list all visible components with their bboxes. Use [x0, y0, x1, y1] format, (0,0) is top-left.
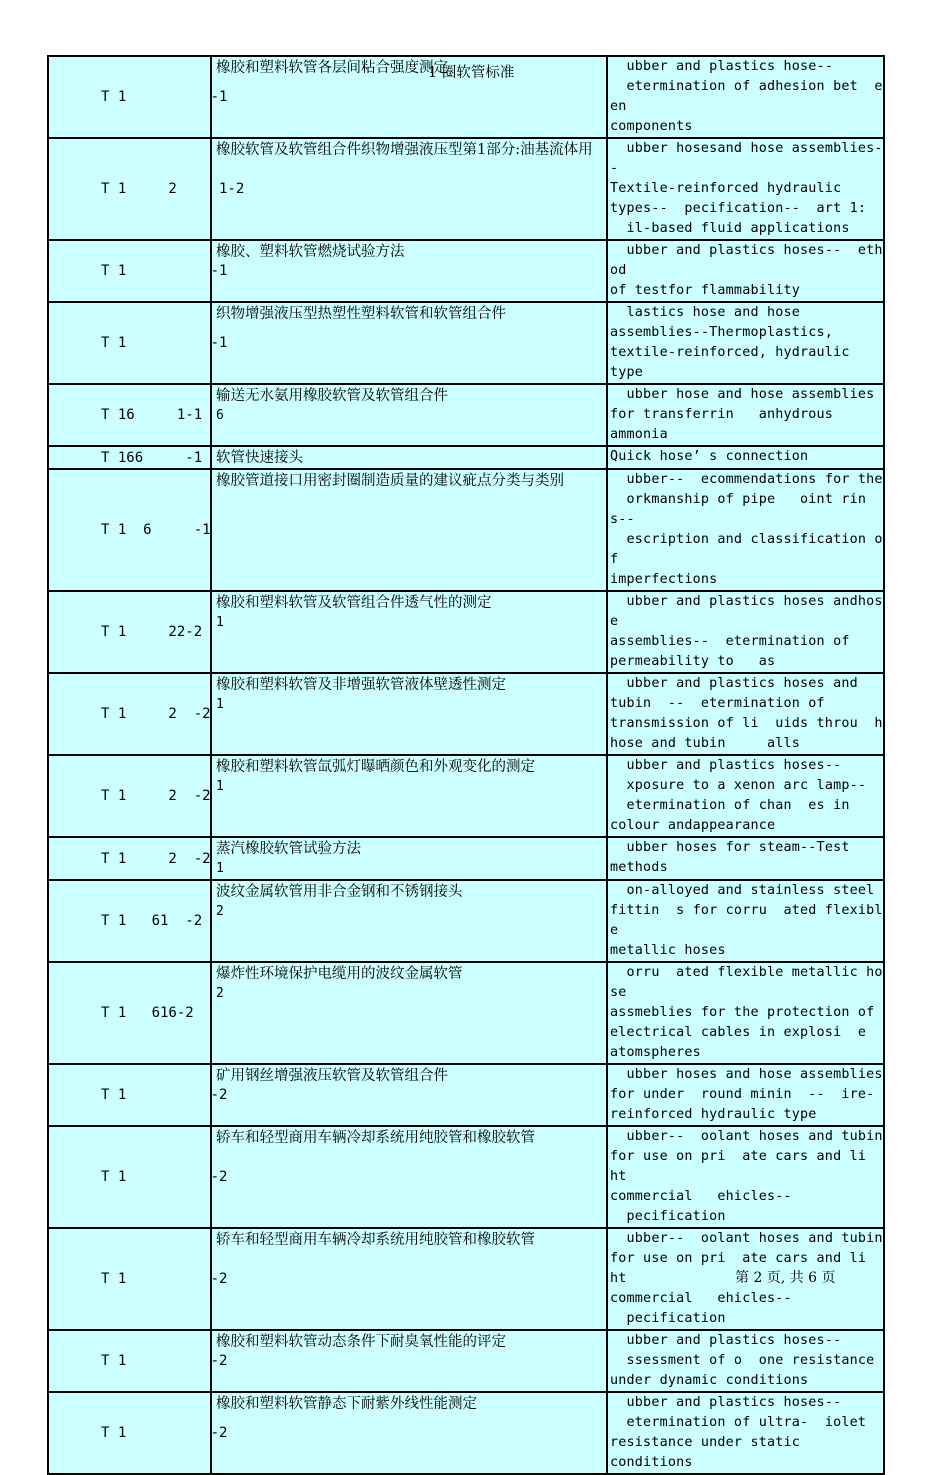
overlay-text: 1 圈软管标准 [428, 65, 515, 81]
standard-code-cell [48, 673, 211, 755]
chinese-title-cell [211, 446, 607, 469]
standards-table-body [48, 56, 884, 1474]
english-title: ubber and plastics hoses andhose assemblies-- etermination of permeability to as [607, 591, 884, 673]
standard-code-cell [48, 302, 228, 384]
standard-code: T 1 2 1-2 [101, 181, 245, 197]
table-row [48, 302, 884, 384]
english-title: on-alloyed and stainless steel fittin s for corru ated flexible metallic hoses [607, 880, 884, 962]
standard-code-cell [48, 240, 228, 302]
chinese-title-cell [211, 1330, 607, 1392]
standard-code: T 1 -1 [101, 263, 228, 279]
title-number: 1 [216, 615, 224, 630]
chinese-title: 橡胶和塑料软管静态下耐紫外线性能测定 [216, 1396, 477, 1412]
standard-code-cell [48, 962, 211, 1064]
chinese-title-cell [211, 1392, 607, 1474]
chinese-title: 橡胶和塑料软管氙弧灯曝晒颜色和外观变化的测定 [216, 759, 535, 775]
standard-code: T 1 22-2 [101, 624, 203, 640]
standard-code: T 1 -1 [101, 335, 228, 351]
standard-code: T 1 -2 [101, 1425, 228, 1441]
chinese-title: 轿车和轻型商用车辆冷却系统用纯胶管和橡胶软管 [216, 1130, 535, 1146]
chinese-title: 橡胶软管及软管组合件织物增强液压型第1部分:油基流体用 [216, 142, 593, 158]
chinese-title: 软管快速接头 [216, 450, 303, 466]
chinese-title: 橡胶和塑料软管及非增强软管液体壁透性测定 [216, 677, 506, 693]
chinese-title: 织物增强液压型热塑性塑料软管和软管组合件 [216, 306, 506, 322]
table-row [48, 138, 884, 240]
english-title: ubber hosesand hose assemblies-- Textile-reinforced hydraulic types-- pecification-- art 1: il-based fluid applications [607, 138, 884, 240]
standard-code-cell [48, 591, 211, 673]
english-title: ubber hoses for steam--Test methods [607, 837, 884, 880]
english-title: orru ated flexible metallic hose assmeblies for the protection of electrical cables in explosi e atomspheres [607, 962, 884, 1064]
standard-code: T 1 -2 [101, 1353, 228, 1369]
table-row [48, 1064, 884, 1126]
standard-code: T 1 2 -2 [101, 706, 211, 722]
title-number: 2 [216, 986, 224, 1001]
standard-code-cell [48, 1392, 228, 1474]
chinese-title-cell [211, 1228, 607, 1330]
table-row [48, 1392, 884, 1474]
chinese-title-cell [211, 673, 607, 755]
standard-code-cell [48, 56, 228, 138]
chinese-title-cell [211, 240, 607, 302]
table-row [48, 240, 884, 302]
chinese-title-cell [211, 1126, 607, 1228]
standard-code: T 1 2 -2 [101, 788, 211, 804]
standard-code-cell [48, 446, 211, 469]
chinese-title: 矿用钢丝增强液压软管及软管组合件 [216, 1068, 448, 1084]
standard-code: T 1 6 -1 [101, 522, 211, 538]
chinese-title-cell [211, 1064, 607, 1126]
english-title: ubber and plastics hoses-- ssessment of o one resistance under dynamic conditions [607, 1330, 884, 1392]
table-row [48, 469, 884, 591]
chinese-title-cell [211, 962, 607, 1064]
chinese-title-cell [211, 384, 607, 446]
table-row [48, 446, 884, 469]
chinese-title-cell [211, 880, 607, 962]
standard-code-cell [48, 384, 211, 446]
chinese-title: 蒸汽橡胶软管试验方法 [216, 841, 361, 857]
standard-code: T 16 1-1 [101, 407, 203, 423]
standard-code-cell [48, 880, 211, 962]
english-title: ubber and plastics hoses-- ethod of testfor flammability [607, 240, 884, 302]
english-title: ubber and plastics hoses and tubin -- etermination of transmission of li uids throu h hose and tubin alls [607, 673, 884, 755]
chinese-title: 橡胶、塑料软管燃烧试验方法 [216, 244, 405, 260]
standard-code-cell [48, 1330, 228, 1392]
table-row [48, 591, 884, 673]
english-title: Quick hose’ s connection [607, 446, 884, 469]
standard-code-cell [48, 1126, 228, 1228]
title-number: 1 [216, 697, 224, 712]
standard-code: T 1 61 -2 [101, 913, 203, 929]
standard-code-cell [48, 138, 245, 240]
title-number: 1 [216, 861, 224, 876]
standard-code: T 1 -2 [101, 1271, 228, 1287]
title-number: 6 [216, 408, 224, 423]
table-row [48, 1126, 884, 1228]
title-number: 2 [216, 904, 224, 919]
chinese-title-cell [211, 56, 607, 138]
table-row [48, 384, 884, 446]
table-row [48, 837, 884, 880]
standard-code-cell [48, 837, 211, 880]
chinese-title-cell [211, 837, 607, 880]
chinese-title: 轿车和轻型商用车辆冷却系统用纯胶管和橡胶软管 [216, 1232, 535, 1248]
chinese-title: 橡胶和塑料软管各层间粘合强度测定 [216, 60, 448, 76]
title-number: 1 [216, 779, 224, 794]
standard-code: T 1 616-2 [101, 1005, 194, 1021]
english-title: ubber and plastics hoses-- etermination of ultra- iolet resistance under static conditions [607, 1392, 884, 1474]
standard-code-cell [48, 1228, 228, 1330]
standard-code: T 166 -1 [101, 449, 203, 466]
english-title: ubber-- oolant hoses and tubin for use on pri ate cars and li ht commercial ehicles-- pecification [607, 1228, 884, 1330]
table-row [48, 880, 884, 962]
chinese-title-cell [211, 138, 607, 240]
chinese-title: 输送无水氨用橡胶软管及软管组合件 [216, 388, 448, 404]
standard-code: T 1 -1 [101, 89, 228, 105]
chinese-title-cell [211, 302, 607, 384]
standards-table [47, 55, 885, 1475]
english-title: ubber hoses and hose assemblies for under round minin -- ire- reinforced hydraulic type [607, 1064, 884, 1126]
chinese-title-cell [211, 591, 607, 673]
english-title: ubber and plastics hoses-- xposure to a xenon arc lamp-- etermination of chan es in colour andappearance [607, 755, 884, 837]
english-title: ubber-- oolant hoses and tubin for use on pri ate cars and li ht commercial ehicles-- pecification [607, 1126, 884, 1228]
chinese-title: 波纹金属软管用非合金钢和不锈钢接头 [216, 884, 463, 900]
standard-code: T 1 -2 [101, 1087, 228, 1103]
chinese-title: 橡胶管道接口用密封圈制造质量的建议疵点分类与类别 [216, 473, 564, 489]
table-row [48, 755, 884, 837]
standard-code-cell [48, 469, 211, 591]
chinese-title: 橡胶和塑料软管动态条件下耐臭氧性能的评定 [216, 1334, 506, 1350]
chinese-title: 爆炸性环境保护电缆用的波纹金属软管 [216, 966, 463, 982]
chinese-title-cell [211, 755, 607, 837]
standard-code: T 1 -2 [101, 1169, 228, 1185]
table-row [48, 1330, 884, 1392]
standard-code-cell [48, 755, 211, 837]
table-row [48, 962, 884, 1064]
english-title: lastics hose and hose assemblies--Thermoplastics, textile-reinforced, hydraulic type [607, 302, 884, 384]
chinese-title: 橡胶和塑料软管及软管组合件透气性的测定 [216, 595, 492, 611]
english-title: ubber hose and hose assemblies for transferrin anhydrous ammonia [607, 384, 884, 446]
standard-code-cell [48, 1064, 228, 1126]
page-footer: 第 2 页, 共 6 页 [735, 1270, 836, 1286]
english-title: ubber-- ecommendations for the orkmanship of pipe oint rin s-- escription and classification of imperfections [607, 469, 884, 591]
table-row [48, 673, 884, 755]
chinese-title-cell [211, 469, 607, 591]
english-title: ubber and plastics hose-- etermination of adhesion bet een components [607, 56, 884, 138]
standard-code: T 1 2 -2 [101, 850, 211, 867]
